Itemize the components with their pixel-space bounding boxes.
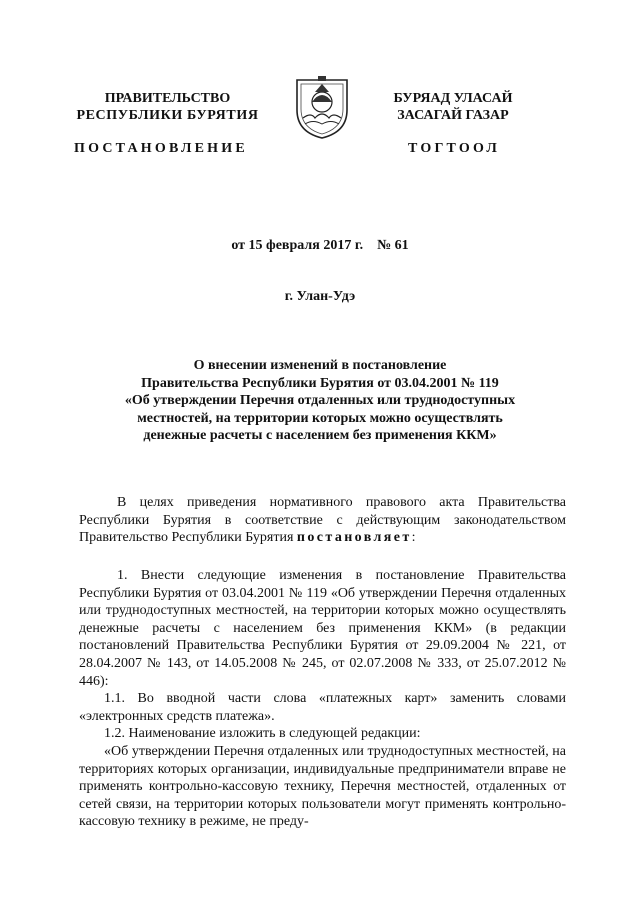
preamble-action-word: постановляет bbox=[296, 530, 412, 546]
buryatia-coat-of-arms-icon bbox=[293, 74, 351, 140]
issuer-buryat bbox=[378, 90, 528, 124]
document-body bbox=[79, 567, 566, 831]
preamble-end: : bbox=[411, 530, 416, 546]
title-line: денежные расчеты с населением без применения ККМ» bbox=[143, 428, 497, 443]
issuer-russian bbox=[70, 90, 265, 124]
issuer-russian-line1: ПРАВИТЕЛЬСТВО bbox=[104, 91, 231, 106]
issuer-buryat-line1: БУРЯАД УЛАСАЙ bbox=[393, 91, 513, 106]
preamble-paragraph bbox=[79, 494, 566, 547]
title-line: местностей, на территории которых можно осуществлять bbox=[137, 410, 503, 426]
document-type-russian: ПОСТАНОВЛЕНИЕ bbox=[74, 141, 248, 156]
item-1: 1. Внести следующие изменения в постановление Правительства Республики Бурятия от 03.04.2001 № 119 «Об утверждении Перечня отдаленных или труднодоступных местностей, на территории которых можно осуществлять денежные расчеты с населением без применения ККМ» (в редакции постановлений Правительства Республики Бурятия от 29.09.2004 № 221, от 28.04.2007 № 143, от 14.05.2008 № 245, от 02.07.2008 № 333, от 25.07.2012 № 446): bbox=[79, 568, 566, 689]
issuer-russian-line2: РЕСПУБЛИКИ БУРЯТИЯ bbox=[76, 108, 259, 123]
title-line: «Об утверждении Перечня отдаленных или труднодоступных bbox=[124, 393, 516, 408]
item-1-2: 1.2. Наименование изложить в следующей редакции: bbox=[104, 726, 421, 742]
issuer-buryat-line2: ЗАСАГАЙ ГАЗАР bbox=[397, 108, 509, 123]
document-city: г. Улан-Удэ bbox=[284, 289, 356, 304]
document-date-number: от 15 февраля 2017 г. № 61 bbox=[231, 238, 409, 253]
title-line: О внесении изменений в постановление bbox=[193, 358, 447, 373]
preamble-text: В целях приведения нормативного правового акта Правительства Республики Бурятия в соответствие с действующим законодательством Правительство Республики Бурятия bbox=[79, 495, 566, 546]
item-1-1: 1.1. Во вводной части слова «платежных карт» заменить словами «электронных средств платежа». bbox=[79, 691, 566, 724]
document-title bbox=[0, 357, 640, 445]
document-type-buryat: ТОГТООЛ bbox=[408, 141, 501, 156]
title-line: Правительства Республики Бурятия от 03.04.2001 № 119 bbox=[141, 375, 499, 391]
quoted-new-title: «Об утверждении Перечня отдаленных или труднодоступных местностей, на территориях которых организации, индивидуальные предприниматели вправе не применять контрольно-кассовую технику, Перечня местностей, отдаленных от сетей связи, на территории которых пользователи могут применять контрольно-кассовую технику в режиме, не преду- bbox=[79, 743, 566, 830]
